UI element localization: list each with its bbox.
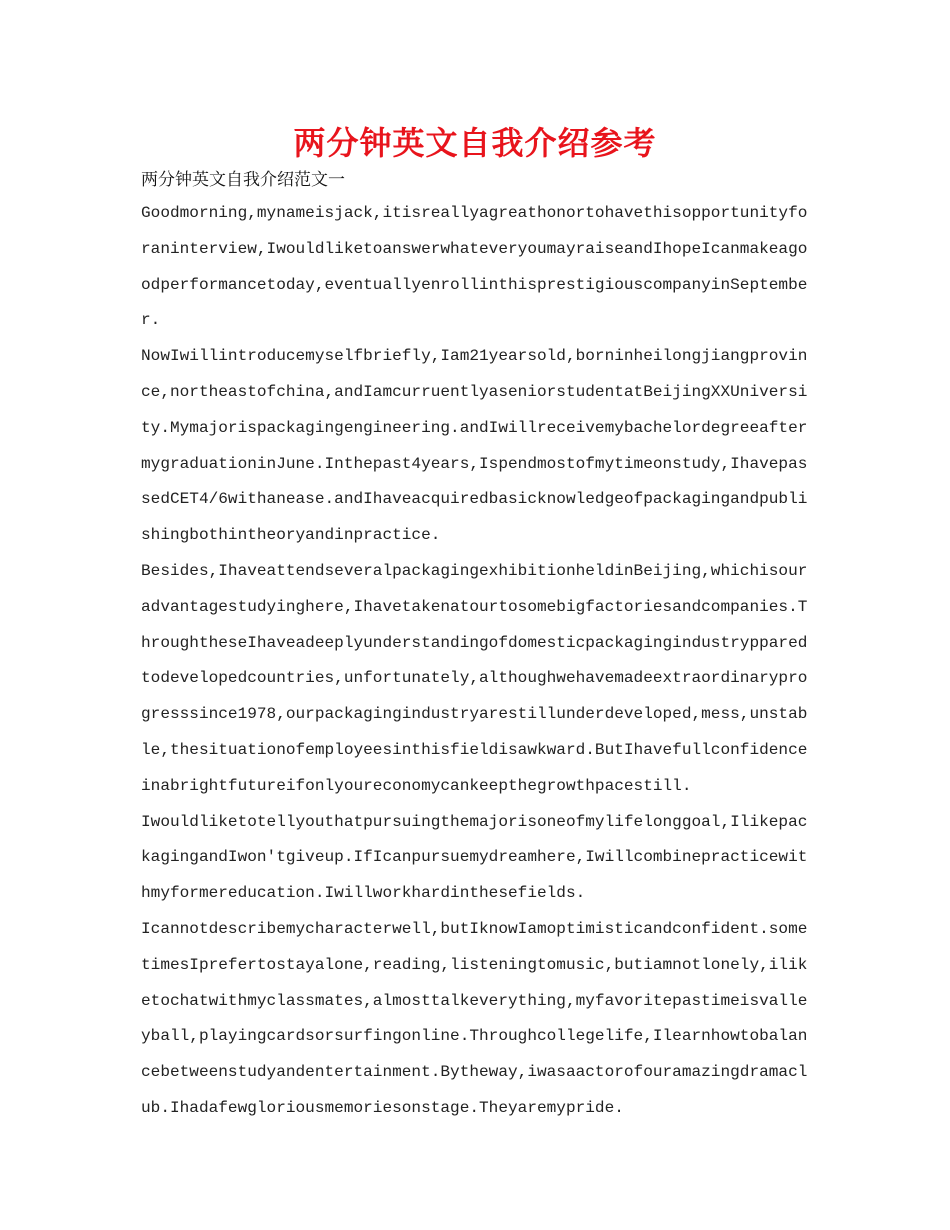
paragraph-goal: Iwouldliketotellyouthatpursuingthemajorisoneofmylifelonggoal,IlikepackagingandIwon'tgiveup.IfIcanpursuemydreamhere,Iwillcombinepracticewithmyformereducation.Iwillworkhardinthesefields. (141, 812, 808, 903)
paragraph-character: Icannotdescribemycharacterwell,butIknowIamoptimisticandconfident.sometimesIprefertostayalone,reading,listeningtomusic,butiamnotlonely,iliketochatwithmyclassmates,almosttalkeverything,myfavoritepastimeisvalleyball,playingcardsorsurfingonline.Throughcollegelife,Ilearnhowtobalancebetweenstudyandentertainment.Bytheway,iwasaactorofouramazingdramaclub.Ihadafewgloriousmemoriesonstage.Theyaremypride. (141, 919, 808, 1117)
paragraph-background: NowIwillintroducemyselfbriefly,Iam21yearsold,borninheilongjiangprovince,northeastofchina,andIamcurruentlyaseniorstudentatBeijingXXUniversity.Mymajorispackagingengineering.andIwillreceivemybachelordegreeaftermygraduationinJune.Inthepast4years,Ispendmostofmytimeonstudy,IhavepassedCET4/6withanease.andIhaveacquiredbasicknowledgeofpackagingandpublishingbothintheoryandinpractice. (141, 347, 808, 545)
document-body (141, 196, 813, 1127)
document-title: 两分钟英文自我介绍参考 (293, 124, 657, 162)
paragraph-experience: Besides,IhaveattendseveralpackagingexhibitionheldinBeijing,whichisouradvantagestudyinghere,Ihavetakenatourtosomebigfactoriesandcompanies.ThroughtheseIhaveadeeplyunderstandingofdomesticpackagingindustrypparedtodevelopedcountries,unfortunately,althoughwehavemadeextraordinaryprogresssince1978,ourpackagingindustryarestillunderdeveloped,mess,unstable,thesituationofemployeesinthisfieldisawkward.ButIhavefullconfidenceinabrightfutureifonlyoureconomycankeepthegrowthpacestill. (141, 561, 808, 795)
document-subtitle: 两分钟英文自我介绍范文一 (141, 170, 345, 190)
paragraph-intro: Goodmorning,mynameisjack,itisreallyagreathonortohavethisopportunityforaninterview,IwouldliketoanswerwhateveryoumayraiseandIhopeIcanmakeagoodperformancetoday,eventuallyenrollinthisprestigiouscompanyinSeptember. (141, 204, 808, 330)
